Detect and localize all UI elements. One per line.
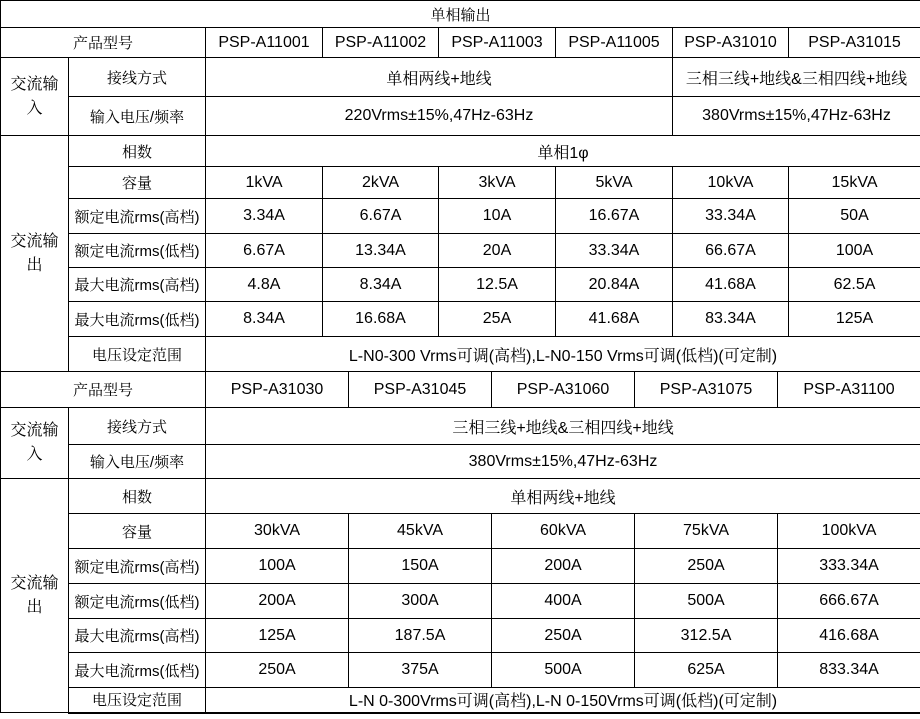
row-label-cell: 产品型号 xyxy=(1,372,206,408)
value-cell: 13.34A xyxy=(323,234,439,268)
value-cell: 416.68A xyxy=(778,619,920,653)
table-row xyxy=(1,549,920,584)
model-cell: PSP-A31045 xyxy=(349,372,492,408)
value-cell: 30kVA xyxy=(206,514,349,549)
model-cell: PSP-A31100 xyxy=(778,372,920,408)
value-cell: 4.8A xyxy=(206,268,323,302)
value-cell: 25A xyxy=(439,302,556,337)
value-cell: 60kVA xyxy=(492,514,635,549)
group-label-cell: 交流输出 xyxy=(1,136,69,372)
value-cell: 220Vrms±15%,47Hz-63Hz xyxy=(206,97,673,136)
model-cell: PSP-A31010 xyxy=(673,28,789,58)
row-label-cell: 容量 xyxy=(69,514,206,549)
table-row xyxy=(1,1,920,28)
row-label-cell: 电压设定范围 xyxy=(69,337,206,372)
value-cell: 400A xyxy=(492,584,635,619)
value-cell: 75kVA xyxy=(635,514,778,549)
value-cell: 200A xyxy=(492,549,635,584)
value-cell: 6.67A xyxy=(206,234,323,268)
model-cell: PSP-A31015 xyxy=(789,28,920,58)
value-cell: 380Vrms±15%,47Hz-63Hz xyxy=(206,445,920,479)
table-row xyxy=(1,97,920,136)
value-cell: 150A xyxy=(349,549,492,584)
value-cell: 300A xyxy=(349,584,492,619)
value-cell: 16.68A xyxy=(323,302,439,337)
value-cell: 8.34A xyxy=(323,268,439,302)
value-cell: 45kVA xyxy=(349,514,492,549)
value-cell: 333.34A xyxy=(778,549,920,584)
row-label-cell: 输入电压/频率 xyxy=(69,97,206,136)
model-cell: PSP-A31075 xyxy=(635,372,778,408)
value-cell: 100A xyxy=(789,234,920,268)
value-cell: 16.67A xyxy=(556,199,673,234)
table-row xyxy=(1,58,920,97)
value-cell: 单相两线+地线 xyxy=(206,479,920,514)
row-label-cell: 容量 xyxy=(69,167,206,199)
value-cell: 200A xyxy=(206,584,349,619)
row-label-cell: 输入电压/频率 xyxy=(69,445,206,479)
row-label-cell: 额定电流rms(高档) xyxy=(69,549,206,584)
value-cell: 666.67A xyxy=(778,584,920,619)
group-label-cell: 交流输入 xyxy=(1,408,69,479)
row-label-cell: 最大电流rms(低档) xyxy=(69,653,206,688)
value-cell: 625A xyxy=(635,653,778,688)
table-row xyxy=(1,688,920,713)
model-cell: PSP-A11001 xyxy=(206,28,323,58)
table-row xyxy=(1,445,920,479)
value-cell: 125A xyxy=(206,619,349,653)
value-cell: L-N0-300 Vrms可调(高档),L-N0-150 Vrms可调(低档)(可定制) xyxy=(206,337,920,372)
value-cell: 375A xyxy=(349,653,492,688)
group-label-cell: 交流输出 xyxy=(1,479,69,713)
row-label-cell: 接线方式 xyxy=(69,58,206,97)
table-row xyxy=(1,268,920,302)
row-label-cell: 接线方式 xyxy=(69,408,206,445)
value-cell: 12.5A xyxy=(439,268,556,302)
value-cell: 三相三线+地线&三相四线+地线 xyxy=(206,408,920,445)
value-cell: 125A xyxy=(789,302,920,337)
table-row xyxy=(1,653,920,688)
row-label-cell: 最大电流rms(低档) xyxy=(69,302,206,337)
row-label-cell: 电压设定范围 xyxy=(69,688,206,713)
value-cell: 833.34A xyxy=(778,653,920,688)
value-cell: 8.34A xyxy=(206,302,323,337)
value-cell: 33.34A xyxy=(556,234,673,268)
value-cell: 312.5A xyxy=(635,619,778,653)
value-cell: 单相1φ xyxy=(206,136,920,167)
value-cell: 10kVA xyxy=(673,167,789,199)
table-row xyxy=(1,136,920,167)
table-row xyxy=(1,408,920,445)
value-cell: 100A xyxy=(206,549,349,584)
value-cell: 380Vrms±15%,47Hz-63Hz xyxy=(673,97,920,136)
row-label-cell: 产品型号 xyxy=(1,28,206,58)
table-row xyxy=(1,372,920,408)
value-cell: 250A xyxy=(635,549,778,584)
value-cell: 250A xyxy=(492,619,635,653)
model-cell: PSP-A11005 xyxy=(556,28,673,58)
row-label-cell: 额定电流rms(低档) xyxy=(69,234,206,268)
row-label-cell: 最大电流rms(高档) xyxy=(69,619,206,653)
value-cell: 500A xyxy=(635,584,778,619)
value-cell: 2kVA xyxy=(323,167,439,199)
value-cell: 100kVA xyxy=(778,514,920,549)
value-cell: 5kVA xyxy=(556,167,673,199)
table-row xyxy=(1,167,920,199)
value-cell: 66.67A xyxy=(673,234,789,268)
value-cell: 单相两线+地线 xyxy=(206,58,673,97)
table-row xyxy=(1,479,920,514)
table-row xyxy=(1,234,920,268)
group-label-cell: 交流输入 xyxy=(1,58,69,136)
value-cell: 250A xyxy=(206,653,349,688)
value-cell: L-N 0-300Vrms可调(高档),L-N 0-150Vrms可调(低档)(可定制) xyxy=(206,688,920,713)
value-cell: 62.5A xyxy=(789,268,920,302)
value-cell: 3kVA xyxy=(439,167,556,199)
row-label-cell: 额定电流rms(低档) xyxy=(69,584,206,619)
row-label-cell: 相数 xyxy=(69,136,206,167)
value-cell: 10A xyxy=(439,199,556,234)
value-cell: 20A xyxy=(439,234,556,268)
model-cell: PSP-A11003 xyxy=(439,28,556,58)
row-label-cell: 额定电流rms(高档) xyxy=(69,199,206,234)
table-row xyxy=(1,337,920,372)
model-cell: PSP-A11002 xyxy=(323,28,439,58)
value-cell: 41.68A xyxy=(673,268,789,302)
value-cell: 三相三线+地线&三相四线+地线 xyxy=(673,58,920,97)
value-cell: 20.84A xyxy=(556,268,673,302)
table-row xyxy=(1,28,920,58)
value-cell: 1kVA xyxy=(206,167,323,199)
value-cell: 33.34A xyxy=(673,199,789,234)
value-cell: 83.34A xyxy=(673,302,789,337)
table-row xyxy=(1,584,920,619)
value-cell: 3.34A xyxy=(206,199,323,234)
value-cell: 6.67A xyxy=(323,199,439,234)
row-label-cell: 最大电流rms(高档) xyxy=(69,268,206,302)
table-row xyxy=(1,302,920,337)
table-row xyxy=(1,199,920,234)
spec-table-models-30-100kva xyxy=(0,371,920,714)
value-cell: 500A xyxy=(492,653,635,688)
table-row xyxy=(1,514,920,549)
value-cell: 41.68A xyxy=(556,302,673,337)
model-cell: PSP-A31030 xyxy=(206,372,349,408)
table-row xyxy=(1,619,920,653)
table-title-cell: 单相输出 xyxy=(1,1,920,28)
value-cell: 50A xyxy=(789,199,920,234)
value-cell: 187.5A xyxy=(349,619,492,653)
value-cell: 15kVA xyxy=(789,167,920,199)
model-cell: PSP-A31060 xyxy=(492,372,635,408)
row-label-cell: 相数 xyxy=(69,479,206,514)
